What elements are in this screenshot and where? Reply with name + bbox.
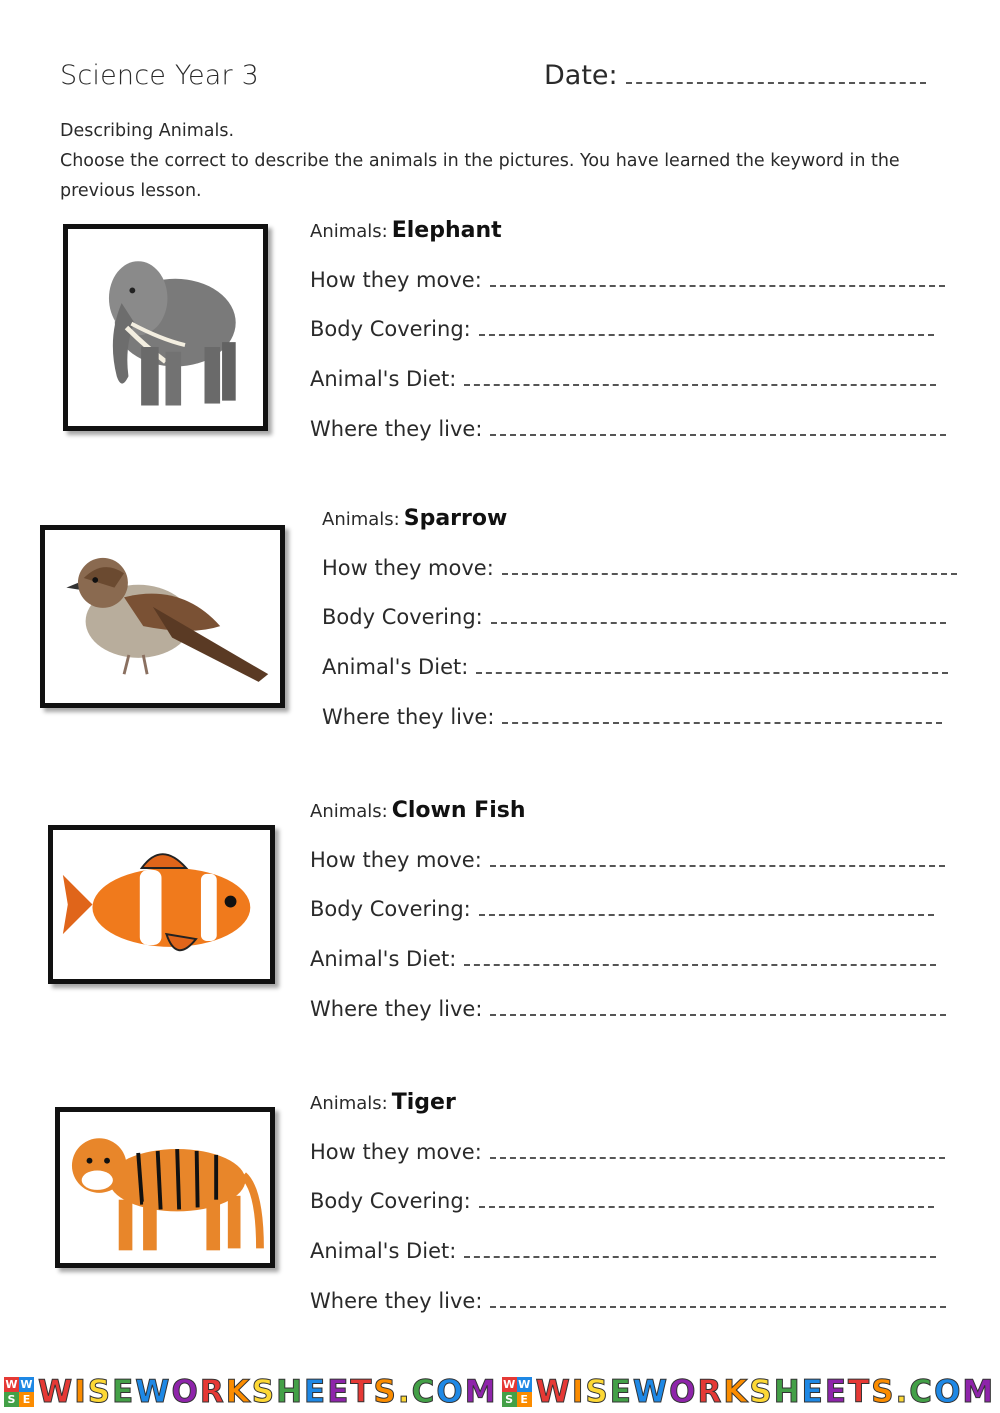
field-body-covering [322,584,962,634]
answer-blank[interactable] [491,621,946,624]
animal-label: Animals: [310,801,388,822]
brand-logo-icon: W W S E [5,1377,33,1406]
field-how-they-move [310,826,950,876]
animal-label: Animals: [310,221,388,242]
tiger-icon [60,1112,270,1263]
field-label: Animal's Diet: [310,1239,457,1264]
animal-header [322,504,962,534]
field-label: Where they live: [322,704,495,729]
animal-label: Animals: [322,509,400,530]
field-label: Where they live: [310,416,483,441]
field-body-covering [310,1168,950,1218]
field-label: Body Covering: [310,317,471,342]
answer-blank[interactable] [479,1205,934,1208]
answer-blank[interactable] [490,1013,946,1016]
answer-blank[interactable] [490,284,945,287]
animal-block-elephant [310,216,950,445]
answer-blank[interactable] [464,383,936,386]
field-where-they-live [310,395,950,445]
field-label: Body Covering: [310,1189,471,1214]
field-label: How they move: [310,267,482,292]
field-how-they-move [310,1118,950,1168]
field-body-covering [310,876,950,926]
animal-header [310,216,950,246]
instructions [60,116,920,206]
field-animal-diet [310,925,950,975]
field-label: Where they live: [310,1288,483,1313]
sparrow-photo [40,525,285,708]
instructions-text: Choose the correct to describe the animals in the pictures. You have learned the keyword in the previous lesson. [60,151,900,201]
answer-blank[interactable] [490,864,945,867]
date-field [544,60,926,91]
field-animal-diet [310,1217,950,1267]
answer-blank[interactable] [490,433,946,436]
animal-block-tiger [310,1088,950,1317]
brand-text: WISEWORKSHEETS.COM [38,1373,498,1410]
field-label: Animal's Diet: [322,655,469,680]
elephant-photo [63,224,268,431]
field-how-they-move [310,246,950,296]
answer-blank[interactable] [464,963,936,966]
field-label: How they move: [322,555,494,580]
clownfish-photo [48,825,275,984]
animal-name: Elephant [391,218,502,243]
answer-blank[interactable] [476,671,948,674]
answer-blank[interactable] [479,333,934,336]
instructions-heading: Describing Animals. [60,121,235,141]
field-label: Body Covering: [310,897,471,922]
field-label: Animal's Diet: [310,947,457,972]
field-label: Animal's Diet: [310,367,457,392]
date-blank[interactable] [626,60,926,84]
field-where-they-live [322,683,962,733]
field-label: How they move: [310,847,482,872]
tiger-photo [55,1107,275,1268]
animal-block-sparrow [322,504,962,733]
clownfish-icon [53,830,270,979]
brand [4,1374,498,1410]
field-body-covering [310,296,950,346]
answer-blank[interactable] [502,572,957,575]
worksheet-title: Science Year 3 [60,60,259,91]
animal-label: Animals: [310,1093,388,1114]
animal-header [310,796,950,826]
animal-name: Clown Fish [391,798,526,823]
field-where-they-live [310,975,950,1025]
field-label: Body Covering: [322,605,483,630]
brand-text: WISEWORKSHEETS.COM [535,1373,996,1410]
field-label: Where they live: [310,996,483,1021]
field-animal-diet [322,633,962,683]
field-where-they-live [310,1267,950,1317]
answer-blank[interactable] [490,1156,945,1159]
answer-blank[interactable] [464,1255,936,1258]
animal-block-clownfish [310,796,950,1025]
answer-blank[interactable] [479,913,934,916]
date-label: Date: [544,60,618,91]
brand [502,1374,996,1410]
animal-header [310,1088,950,1118]
field-label: How they move: [310,1139,482,1164]
field-how-they-move [322,534,962,584]
sparrow-icon [45,530,280,703]
answer-blank[interactable] [490,1305,946,1308]
animal-name: Tiger [391,1090,456,1115]
footer-watermark [0,1370,1000,1413]
brand-logo-icon: W W S E [503,1377,531,1406]
answer-blank[interactable] [502,721,942,724]
field-animal-diet [310,345,950,395]
animal-name: Sparrow [403,506,508,531]
elephant-icon [68,229,263,426]
